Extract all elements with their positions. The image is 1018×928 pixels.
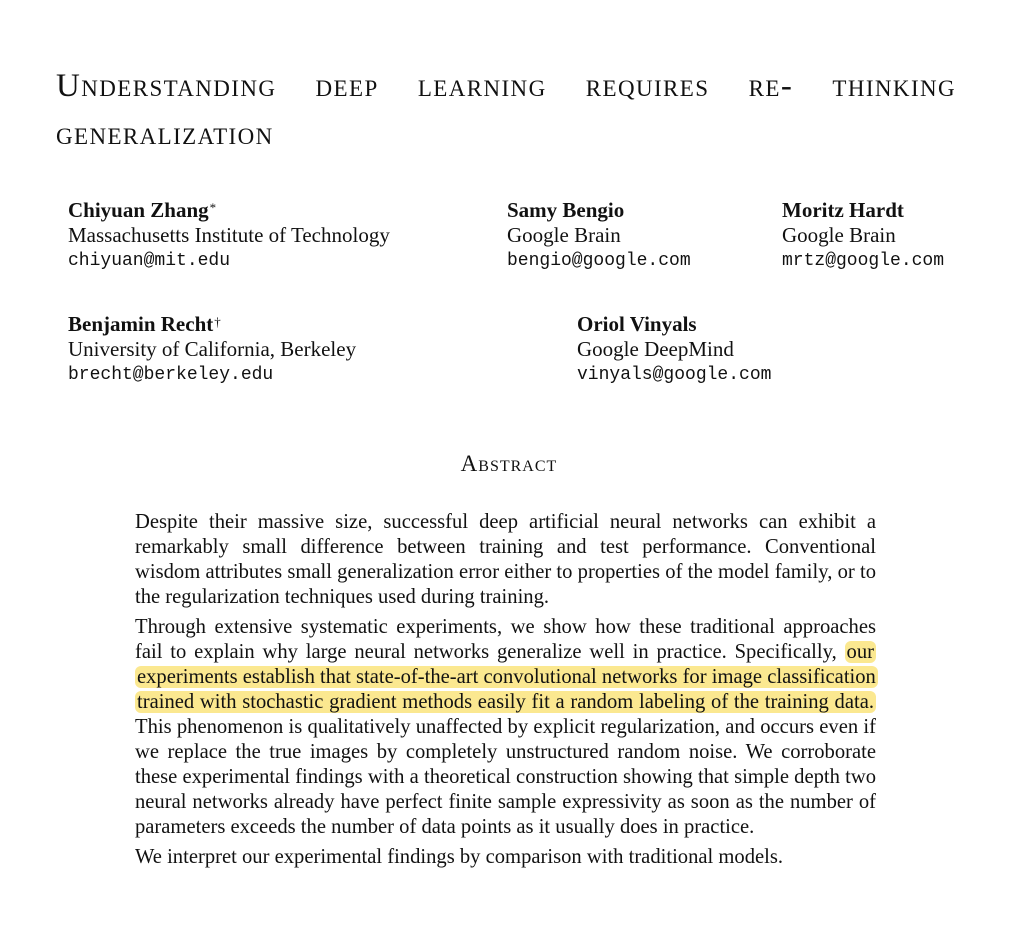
abstract-paragraph: We interpret our experimental findings by comparison with traditional models. bbox=[135, 846, 784, 868]
author-affiliation: University of California, Berkeley bbox=[68, 337, 357, 361]
paper-title bbox=[56, 62, 956, 158]
author-name: Samy Bengio bbox=[507, 198, 625, 222]
author-email: mrtz@google.com bbox=[782, 251, 945, 271]
author-block bbox=[507, 198, 691, 275]
author-name: Moritz Hardt bbox=[782, 198, 904, 222]
author-block bbox=[782, 198, 944, 275]
author-affiliation: Google Brain bbox=[782, 223, 896, 247]
author-block bbox=[577, 312, 771, 389]
author-block bbox=[68, 198, 390, 275]
title-word: learning bbox=[417, 68, 547, 104]
author-name: Oriol Vinyals bbox=[577, 312, 697, 336]
title-word: re- bbox=[748, 68, 794, 104]
abstract-body bbox=[135, 510, 876, 875]
author-email: bengio@google.com bbox=[507, 251, 691, 271]
author-name: Benjamin Recht† bbox=[68, 312, 221, 336]
abstract-paragraph: Through extensive systematic experiments, we show how these traditional approaches fail to explain why large neural networks generalize well in practice. Specifically, our experiments establish that state-of-the-art convolutional networks for image classification trained with stochastic gradient methods easily fit a random labeling of the training data. This phenomenon is qualitatively unaffected by explicit regularization, and occurs even if we replace the true images by completely unstructured random noise. We corroborate these experimental findings with a theoretical construction showing that simple depth two neural networks already have perfect finite sample expressivity as soon as the number of parameters exceeds the number of data points as it usually does in practice. bbox=[135, 616, 876, 838]
title-word: thinking bbox=[832, 68, 957, 104]
author-affiliation: Google DeepMind bbox=[577, 337, 734, 361]
author-name: Chiyuan Zhang* bbox=[68, 198, 217, 222]
title-word: Understanding bbox=[56, 68, 277, 104]
abstract-heading: Abstract bbox=[460, 451, 558, 476]
highlighted-text[interactable]: our experiments establish that state-of-the-art convolutional networks for image classification trained with stochastic gradient methods easily fit a random labeling of the training data. bbox=[137, 641, 876, 713]
author-block bbox=[68, 312, 356, 389]
author-email: vinyals@google.com bbox=[577, 365, 772, 385]
title-word: requires bbox=[585, 68, 710, 104]
abstract-paragraph: Despite their massive size, successful deep artificial neural networks can exhibit a remarkably small difference between training and test performance. Conventional wisdom attributes small generalization error either to properties of the model family, or to the regularization techniques used during training. bbox=[135, 511, 876, 608]
author-email: chiyuan@mit.edu bbox=[68, 251, 231, 271]
author-affiliation: Google Brain bbox=[507, 223, 621, 247]
author-footnote-mark: * bbox=[209, 200, 217, 215]
author-email: brecht@berkeley.edu bbox=[68, 365, 274, 385]
title-word: generalization bbox=[56, 116, 274, 152]
author-footnote-mark: † bbox=[214, 314, 221, 329]
title-word: deep bbox=[315, 68, 379, 104]
author-affiliation: Massachusetts Institute of Technology bbox=[68, 223, 390, 247]
